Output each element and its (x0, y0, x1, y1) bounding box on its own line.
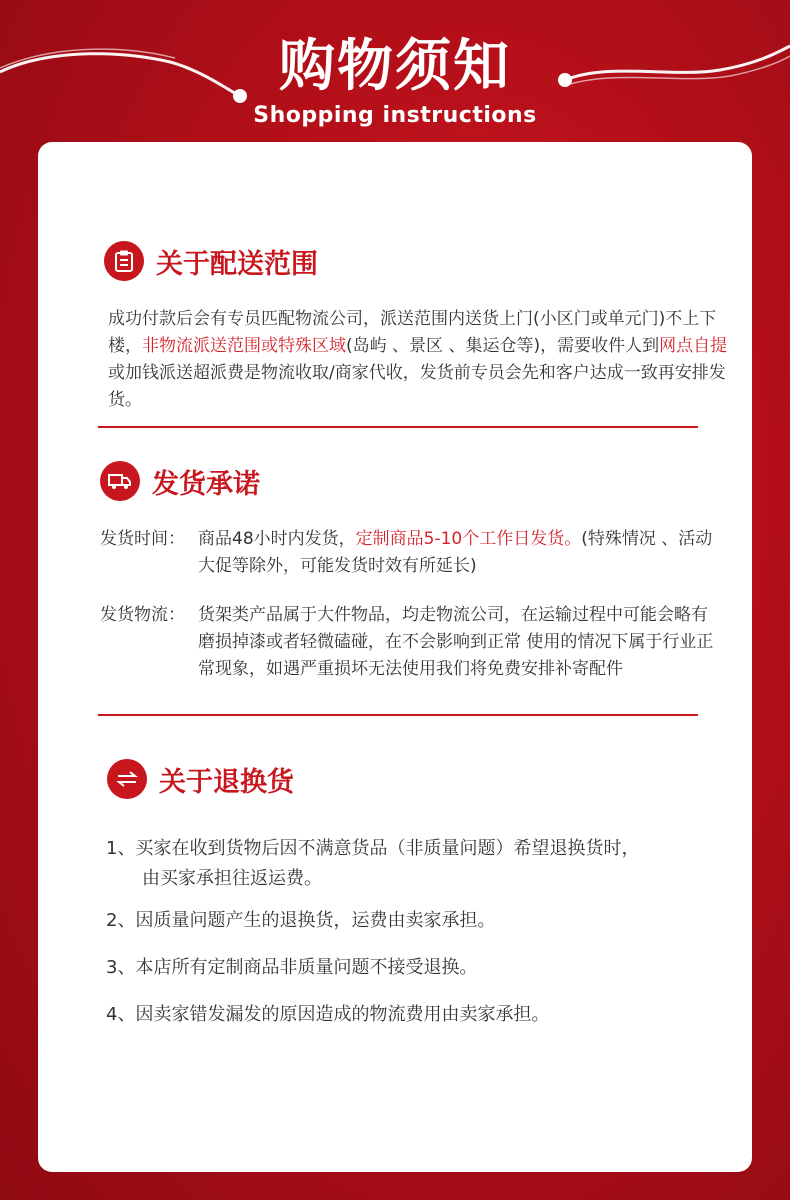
delivery-highlight-1: 非物流派送范围或特殊区域 (142, 336, 346, 356)
shipping-logistics-row (100, 602, 720, 683)
exchange-arrows-icon (107, 759, 147, 799)
section-title-delivery: 关于配送范围 (156, 248, 318, 280)
shipping-time-text-1: 商品48小时内发货， (198, 529, 356, 549)
truck-icon (100, 461, 140, 501)
list-item-text: 因卖家错发漏发的原因造成的物流费用由卖家承担。 (135, 1004, 550, 1025)
delivery-paragraph (108, 306, 728, 414)
section-header-delivery (104, 241, 318, 281)
list-item-text: 买家在收到货物后因不满意货品（非质量问题）希望退换货时， (135, 838, 640, 859)
list-item-text-continued: 由买家承担往返运费。 (142, 868, 322, 889)
list-item-text: 本店所有定制商品非质量问题不接受退换。 (135, 957, 478, 978)
list-item-number: 1、 (106, 838, 136, 859)
page-title: 购物须知 (279, 34, 511, 99)
shipping-time-highlight: 定制商品5-10个工作日发货。 (355, 529, 582, 549)
list-item-number: 2、 (106, 910, 136, 931)
delivery-text-3: 或加钱派送超派费是物流收取/商家代收，发货前专员会先和客户达成一致再安排发货。 (108, 363, 726, 410)
shipping-time-label: 发货时间： (100, 529, 185, 549)
shipping-logistics-label: 发货物流： (100, 605, 185, 625)
shipping-logistics-text: 货架类产品属于大件物品，均走物流公司，在运输过程中可能会略有磨损掉漆或者轻微磕碰，在不会影响到正常 使用的情况下属于行业正常现象，如遇严重损坏无法使用我们将免费安排补寄配件 (198, 605, 714, 679)
shipping-time-row (100, 526, 720, 580)
clipboard-icon (104, 241, 144, 281)
section-title-shipping: 发货承诺 (152, 468, 260, 500)
list-item-number: 3、 (106, 957, 136, 978)
section-title-returns: 关于退换货 (159, 766, 294, 798)
delivery-highlight-2: 网点自提 (659, 336, 728, 356)
page-subtitle: Shopping instructions (253, 103, 537, 128)
shipping-time-text (198, 526, 720, 580)
divider (98, 426, 698, 428)
header (0, 0, 790, 140)
list-item (106, 953, 726, 983)
list-item-text: 因质量问题产生的退换货，运费由卖家承担。 (135, 910, 496, 931)
section-header-shipping (100, 461, 260, 501)
list-item (106, 1000, 726, 1030)
delivery-text-2: (岛屿 、景区 、集运仓等)，需要收件人到 (346, 336, 660, 356)
list-item (106, 834, 726, 894)
list-item (106, 906, 726, 936)
delivery-text-1: 成功付款后会有专员匹配物流公司，派送范围内送货上门(小区门或单元门)不上下楼， (108, 309, 717, 356)
list-item-number: 4、 (106, 1004, 136, 1025)
shipping-time-text-2: (特殊情况 、活动大促等除外，可能发货时效有所延长) (198, 529, 713, 576)
section-header-returns (107, 759, 294, 799)
content-card (38, 142, 752, 1172)
divider (98, 714, 698, 716)
